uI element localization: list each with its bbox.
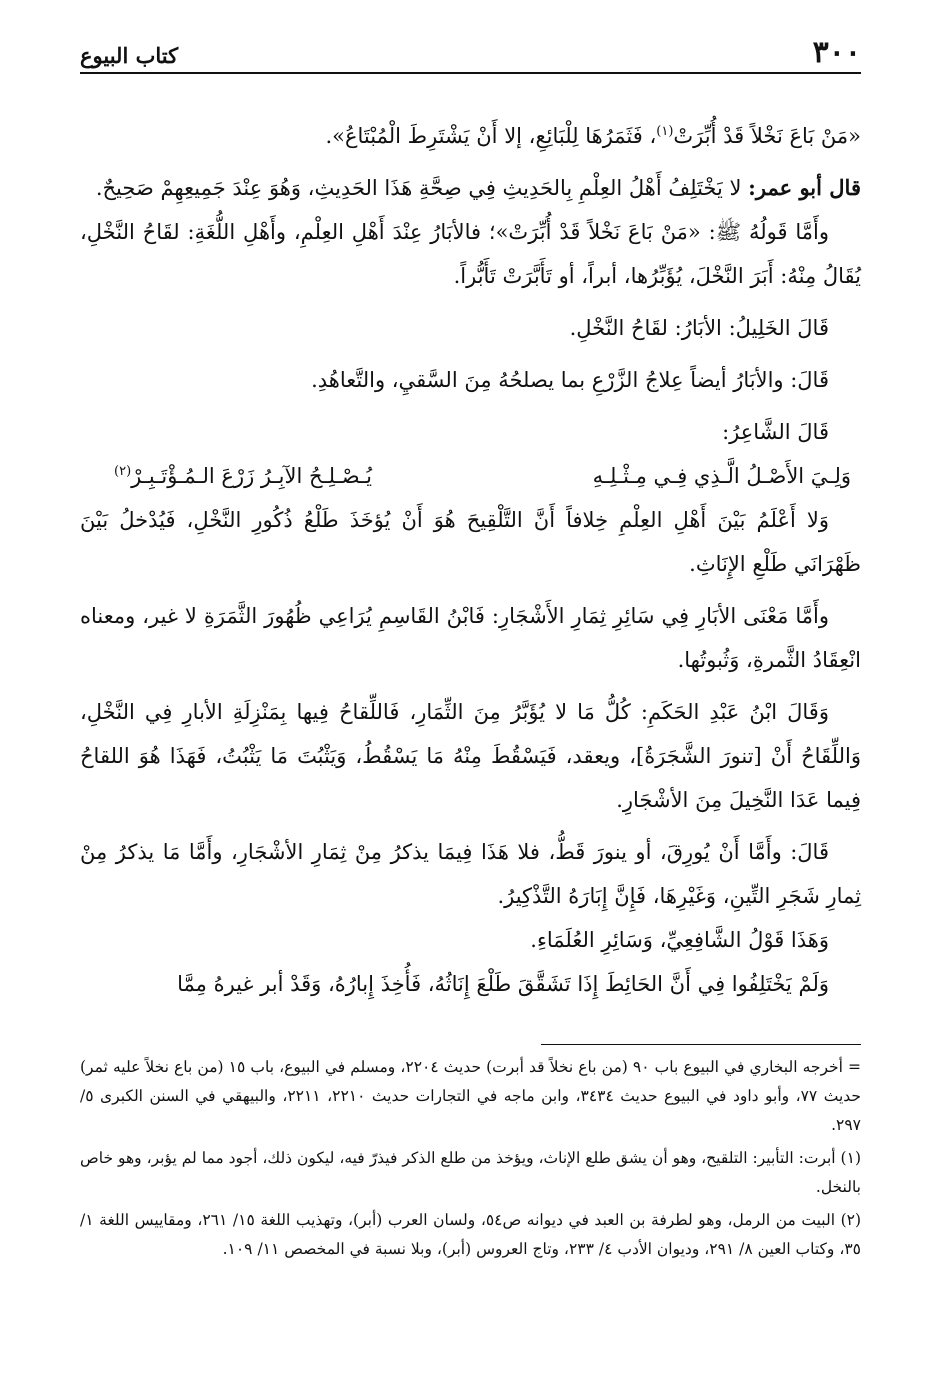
paragraph-text: لا يَخْتَلِفُ أَهْلُ العِلْمِ بِالحَدِيثِ فِي صِحَّةِ هَذَا الحَدِيثِ، وَهُوَ عِنْدَ جَمِيعِهِمْ صَحِيحٌ. [95, 176, 749, 200]
book-title: كتاب البيوع [80, 43, 179, 68]
paragraph: وَهَذَا قَوْلُ الشَّافِعِيِّ، وَسَائِرِ العُلَمَاءِ. [530, 928, 829, 952]
paragraph: وَلا أَعْلَمُ بَيْنَ أَهْلِ العِلْمِ خِلافاً أَنَّ التَّلْقِيحَ هُوَ أَنْ يُؤخَذَ طَلْعُ ذُكُورِ النَّخْلِ، فَيُدْخلُ بَيْنَ ظَهْرَانَي طَلْعِ الإِنَاثِ. [80, 508, 861, 576]
hadith-text-end: ، فَثَمَرُهَا لِلْبَائِعِ، إلا أَنْ يَشْتَرِطَ الْمُبْتَاعُ». [325, 124, 657, 148]
paragraph: قَالَ الشَّاعِرُ: [722, 420, 829, 444]
verse-second-hemistich: يُـصْـلِـحُ الآبِـرُ زَرْعَ الـمُـؤْتَـبِـرْ$^{(٢)}$ [114, 464, 372, 488]
main-text [80, 114, 861, 1006]
paragraph: وأَمَّا مَعْنَى الأبَارِ فِي سَائِرِ ثِمَارِ الأَشْجَارِ: فَابْنُ القَاسِمِ يُرَاعِي ظُهُورَ الثَّمَرَةِ لا غير، ومعناه انْعِقَادُ الثَّمرةِ، وَثُبوتُها. [80, 604, 861, 672]
page-number: ٣٠٠ [812, 35, 861, 70]
paragraph-abu-umar [80, 166, 861, 210]
footnote-2: (٢) البيت من الرمل، وهو لطرفة بن العبد في ديوانه ص٥٤، ولسان العرب (أبر)، وتهذيب اللغة ١٥/ ٢٦١، ومقاييس اللغة ١/ ٣٥، وكتاب العين ٨/ ٢٩١، وديوان الأدب ٤/ ٢٣٣، وتاج العروس (أبر)، وبلا نسبة في المخصص ١١/ ١٠٩. [80, 1211, 862, 1258]
paragraph: قَالَ الخَلِيلُ: الأبَارُ: لقَاحُ النَّخْلِ. [569, 316, 829, 340]
paragraph: وَقَالَ ابْنُ عَبْدِ الحَكَمِ: كُلُّ مَا لا يُؤَبَّرُ مِنَ الثِّمَارِ، فَاللِّقاحُ فِيها بِمَنْزِلَةِ الأبارِ فِي النَّخْلِ، وَاللِّقَاحُ أَنْ [تنورَ الشَّجَرَةُ]، ويعقد، فَيَسْقُطَ مِنْهُ مَا يَسْقُطُ، وَيَثْبُتَ مَا يَثْبُتُ، فَهَذَا هُوَ اللقاحُ فِيما عَدَا النَّخِيلَ مِنَ الأشْجَارِ. [80, 700, 861, 812]
paragraph: قَالَ: والأبَارُ أيضاً عِلاجُ الزَّرْعِ بما يصلحُهُ مِنَ السَّقيِ، والتَّعاهُدِ. [311, 368, 829, 392]
hadith-text: «مَنْ بَاعَ نَخْلاً قَدْ أُبِّرَتْ [673, 124, 861, 148]
paragraph: وأَمَّا قَولُهُ ﷺ: «مَنْ بَاعَ نَخْلاً قَدْ أُبِّرَتْ»؛ فالأبَارُ عِنْدَ أَهْلِ العِلْمِ، وأَهْلِ اللُّغَةِ: لقَاحُ النَّخْلِ، يُقَالُ مِنْهُ: أَبَرَ النَّخْلَ، يُؤَبِّرُها، أبراً، أو تَأَبَّرَتْ تَأَبُّراً. [80, 220, 861, 288]
paragraph: قَالَ: وأَمَّا أَنْ يُورِقَ، أو ينورَ قَطُّ، فلا هَذَا فِيمَا يذكرُ مِنْ ثِمَارِ الأشْجَارِ، وأَمَّا مَا يذكرُ مِنْ ثِمارِ شَجَرِ التِّينِ، وَغَيْرِهَا، فَإِنَّ إِبَارَهُ التَّذْكِيرُ. [80, 840, 861, 908]
poetry-verse [80, 454, 861, 498]
footnote-ref-1: (١) [656, 124, 674, 139]
footnote-ref-2: (٢) [114, 464, 132, 479]
footnote-1: (١) أبرت: التأبير: التلقيح، وهو أن يشق طلع الإناث، ويؤخذ من طلع الذكر فيذرّ فيه، ليكون ذلك، أجود مما لم يؤبر، وهو خاص بالنخل. [80, 1149, 861, 1196]
running-head [80, 28, 861, 74]
footnotes [80, 1053, 861, 1264]
verse-first-hemistich: وَلِـيَ الأَصْـلُ الَّـذِي فِـي مِـثْـلِـهِ [592, 464, 851, 488]
footnote-divider [541, 1044, 861, 1045]
paragraph: وَلَمْ يَخْتَلِفُوا فِي أَنَّ الحَائِطَ إِذَا تَشَقَّقَ طَلْعَ إِنَاثُهُ، فَأُخِذَ إِبارُهُ، وَقَدْ أبر غيرهُ مِمَّا [177, 972, 829, 996]
footnote-continuation: = أخرجه البخاري في البيوع باب ٩٠ (من باع نخلاً قد أبرت) حديث ٢٢٠٤، ومسلم في البيوع، باب ١٥ (من باع نخلاً عليه ثمر) حديث ٧٧، وأبو داود في البيوع حديث ٣٤٣٤، وابن ماجه في التجارات حديث ٢٢١٠، ٢٢١١، والبيهقي في السنن الكبرى ٥/ ٢٩٧. [80, 1058, 861, 1134]
paragraph-hadith [80, 114, 861, 158]
speaker-label: قال أبو عمر: [748, 175, 861, 200]
